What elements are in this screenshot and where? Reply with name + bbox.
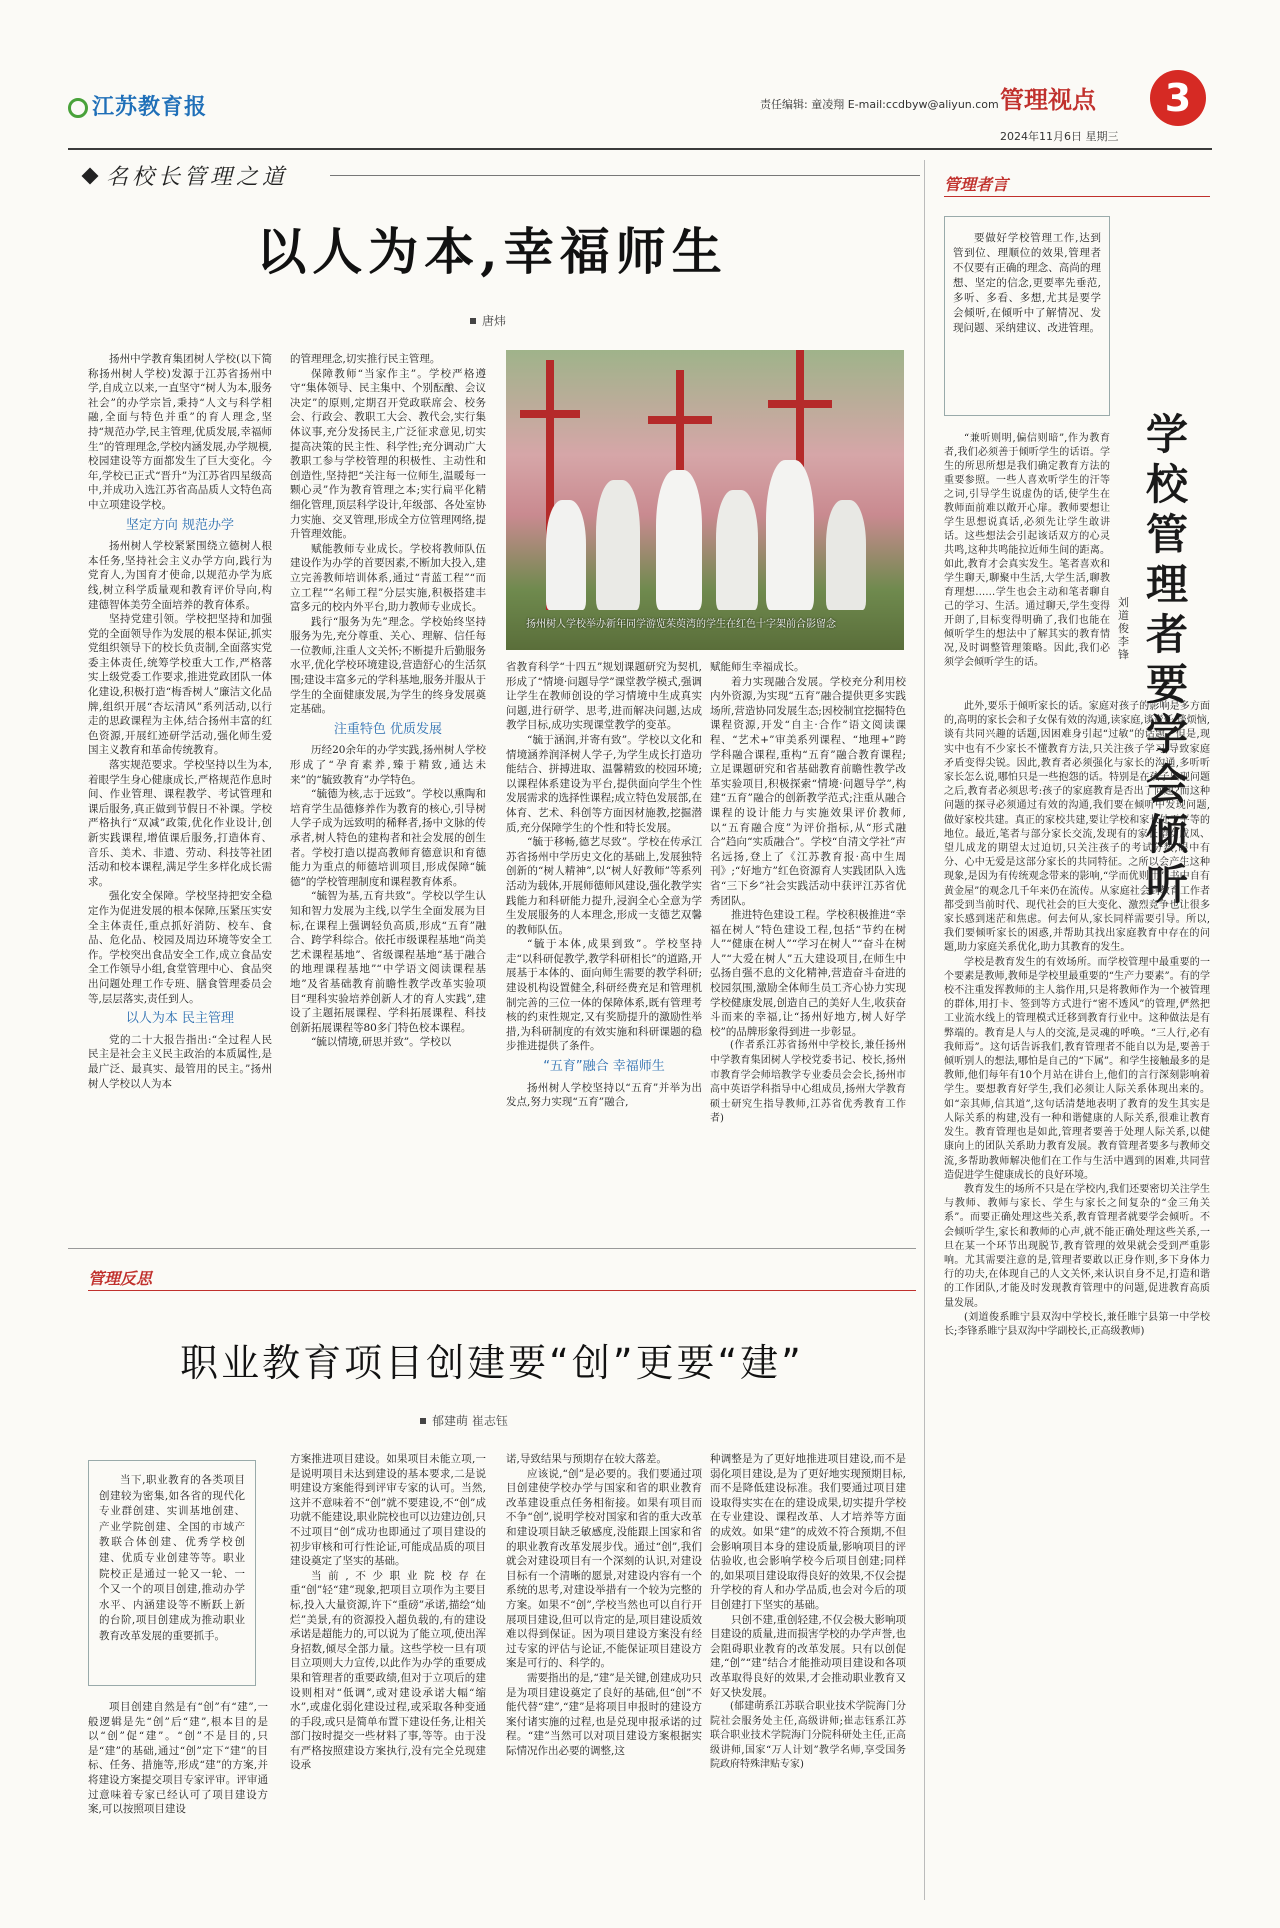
- column-label-rule: [330, 175, 920, 176]
- paragraph: 学校是教育发生的有效场所。而学校管理中最重要的一个要素是教师,教师是学校里最重要的“生产力要素”。有的学校不注重发挥教师的主人翁作用,只是将教师作为一个被管理的群体,用打卡、签到等方式进行“密不透风”的管理,俨然把工业流水线上的管理模式迁移到教育行业中。这种做法是有弊端的。教育是人与人的交流,是灵魂的呼唤。“三人行,必有我师焉”。这句话告诉我们,教育管理者不能自以为是,要善于倾听别人的想法,哪怕是自己的“下属”。和学生接触最多的是教师,他们每年有10个月站在讲台上,他们的言行深刻影响着学生。要想教育好学生,我们必须让人际关系体现出来的。如“亲其师,信其道”,这句话清楚地表明了教育的发生其实是人际关系的构建,没有一种和谐健康的人际关系,很难让教育发生。教育管理也是如此,管理者要善于处理人际关系,以健康向上的团队关系助力教育发展。教育管理者要多与教师交流,多帮助教师解决他们在工作与生活中遇到的困难,共同营造促进学生健康成长的良好环境。: [944, 956, 1210, 1181]
- sidebar-title: 学校管理者要学会倾听: [1146, 410, 1189, 909]
- sidebar-column-top: [944, 432, 1110, 692]
- paragraph: “兼听则明,偏信则暗”,作为教育者,我们必须善于倾听学生的话语。学生的所思所想是我们确定教育方法的重要参照。一些人喜欢听学生的汗等之词,引导学生说虚伪的话,使学生在教师面前难以敞开心扉。教师要想让学生思想说真话,必须先让学生敢讲话。这些想法会引起该话双方的心灵共鸣,这种共鸣能拉近师生间的距离。如此,教育才会真实发生。笔者喜欢和学生聊天,聊聚中生活,大学生活,聊教育理想……学生也会主动和笔者聊自己的学习、生活。通过聊天,学生变得开朗了,目标变得明确了,我们也能在倾听学生的想法中了解其实的教育情况,及时调整管理策略。因此,我们必须学会倾听学生的话。: [944, 433, 1110, 668]
- article1-byline: 唐炜: [470, 312, 506, 329]
- article2-tag: 管理反思: [88, 1269, 153, 1288]
- paragraph: (刘道俊系睢宁县双沟中学校长,兼任睢宁县第一中学校长;李锋系睢宁县双沟中学副校长,正高级教师): [944, 1311, 1210, 1337]
- paragraph: 扬州树人学校坚持以“五育”并举为出发点,努力实现“五育”融合,: [506, 1081, 702, 1109]
- article2-title: 职业教育项目创建要“创”更要“建”: [180, 1341, 804, 1385]
- paragraph: 党的二十大报告指出:“全过程人民民主是社会主义民主政治的本质属性,是最广泛、最真实、最管用的民主。”扬州树人学校以人为本: [88, 1033, 272, 1090]
- paragraph: 当前,不少职业院校存在重“创”轻“建”现象,把项目立项作为主要目标,投入大量资源,许下“重磅”承诺,描绘“灿烂”美景,有的资源投入超负载的,有的建设承诺是超能力的,可以说为了能立项,使出浑身招数,倾尽全部力量。这些学校一旦有项目立项则大力宣传,以此作为办学的重要成果和管理者的重要政绩,但对于立项后的建设则相对“低调”,或对建设承诺大幅“缩水”,或虚化弱化建设过程,或采取各种变通的手段,或只是简单布置下建设任务,让相关部门按时提交一些材料了事,等等。由于没有严格按照建设方案执行,没有完全兑现建设承: [290, 1569, 486, 1772]
- article2-column-4: [710, 1452, 906, 1900]
- sidebar-byline: 刘道俊 李锋: [1118, 596, 1129, 661]
- paragraph: 践行“服务为先”理念。学校始终坚持服务为先,充分尊重、关心、理解、信任每一位教师,注重人文关怀;不断提升后勤服务水平,优化学校环境建设,营造舒心的生活氛围;建设丰富多元的学科基地,服务并服从于学生的全面健康发展,为学生的终身发展奠定基础。: [290, 615, 486, 716]
- subheading: “五育”融合 幸福师生: [543, 1059, 665, 1075]
- article2-quote: 当下,职业教育的各类项目创建较为密集,如各省的现代化专业群创建、实训基地创建、产业学院创建、全国的市域产教联合体创建、优秀学校创建、优质专业创建等等。职业院校正是通过一轮又一轮、一个又一个的项目创建,推动办学水平、内涵建设等不断跃上新的台阶,项目创建成为推动职业教育改革发展的重要抓手。: [88, 1460, 256, 1686]
- paragraph: (作者系江苏省扬州中学校长,兼任扬州中学教育集团树人学校党委书记、校长,扬州市教育学会师培教学专业委员会会长,扬州市高中英语学科指导中心组成员,扬州大学教育硕士研究生指导教师,江苏省优秀教育工作者): [710, 1040, 906, 1125]
- paragraph: 此外,要乐于倾听家长的话。家庭对孩子的影响是多方面的,高明的家长会和子女保有效的沟通,读家庭,谈责任,谈烦恼,谈有共同兴趣的话题,因困难身引起“过敏”的话题。但是,现实中也有不少家长不懂教育方法,只关注孩子学习,导致家庭矛盾变得尖锐。因此,教育者必须强化与家长的沟通,多听听家长怎么说,哪怕只是一些抱怨的话。特别是在孩子出现问题之后,教育者必须思考:孩子的家庭教育是否出了问题?而这种问题的探寻必须通过有效的沟通,我们要在倾听中发现问题,做好家校共建。真正的家校共建,要让学校和家长处于平等的地位。最近,笔者与部分家长交流,发现有的家长望女成凤、望儿成龙的期望太过迫切,只关注孩子的考试分数,眼中有分、心中无爱是这部分家长的共同特征。之所以会产生这种现象,是因为有传统观念带来的影响,“学而优则仕”“书中自有黄金屋”的观念几千年来仍在流传。从家庭社会到教育工作者都受到当前时代、现代社会的巨大变化、激烈竞争也让很多家长感到迷茫和焦虑。何去何从,家长同样需要引导。所以,我们要倾听家长的困惑,并帮助其找出家庭教育中存在的问题,助力家庭关系优化,助力其教育的发生。: [944, 701, 1210, 954]
- page-number: 3: [1150, 70, 1206, 126]
- article2-column-1: [88, 1700, 268, 1900]
- article1-column-4: [710, 660, 906, 1230]
- paragraph: 应该说,“创”是必要的。我们要通过项目创建使学校办学与国家和省的职业教育改革建设重点任务相衔接。如果有项目而不争“创”,说明学校对国家和省的重大改革和建设项目缺乏敏感度,没能跟上国家和省的职业教育改革发展步伐。通过“创”,我们就会对建设项目有一个深刻的认识,对建设目标有一个清晰的愿景,对建设内容有一个系统的思考,对建设举措有一个较为完整的方案。如果不“创”,学校当然也可以自行开展项目建设,但可以肯定的是,项目建设质效难以得到保证。因为项目建设方案没有经过专家的评估与论证,不能保证项目建设方案是可行的、科学的。: [506, 1467, 702, 1670]
- paragraph: 扬州中学教育集团树人学校(以下简称扬州树人学校)发源于江苏省扬州中学,自成立以来,一直坚守“树人为本,服务社会”的办学宗旨,秉持“人文与科学相融,全面与特色并重”的育人理念,坚持“规范办学,民主管理,优质发展,幸福师生”的管理理念,学校内涵发展,办学规模,校园建设等方面都发生了巨大变化。今年,学校已正式“晋升”为江苏省四星级高中,并成功入选江苏省高品质人文特色高中立项建设学校。: [88, 353, 272, 511]
- column-label: 名校长管理之道: [84, 160, 288, 191]
- paragraph: 着力实现融合发展。学校充分利用校内外资源,为实现“五育”融合提供更多实践场所,营造协同发展生态;因校制宜挖掘特色课程资源,开发“自主·合作”语文阅读课程、“艺术+”审美系列课程、“地理+”跨学科融合课程,重构“五育”融合教育课程;立足课题研究和省基础教育前瞻性教学改革实验项目,积极探索“情境·问题导学”,构建“五育”融合的创新教学范式;注重从融合课程的设计能力与实施效果评价教师,以“五育融合度”为评价指标,从“形式融合”趋向“实质融合”。学校“自清文学社”声名远扬,登上了《江苏教育报·高中生周刊》;“好地方”红色资源育人实践团队入选省“三下乡”社会实践活动中获评江苏省优秀团队。: [710, 675, 906, 907]
- paragraph: 赋能师生幸福成长。: [710, 661, 805, 673]
- article1-column-1: [88, 352, 272, 1312]
- paragraph: 项目创建自然是有“创”有“建”,一般逻辑是先“创”后“建”,根本目的是以“创”促“建”。“创”不是目的,只是“建”的基础,通过“创”定下“建”的目标、任务、措施等,形成“建”的方案,并将建设方案提交项目专家评审。评审通过意味着专家已经认可了项目建设方案,可以按照项目建设: [88, 1701, 268, 1816]
- paragraph: “毓智为基,五育共致”。学校以学生认知和智力发展为主线,以学生全面发展为目标,在课程上强调轻负高质,形成“五育”融合、跨学科综合。依托市级课程基地“尚美艺术课程基地”、省级课程基地“基于融合的地理课程基地”“中学语文阅读课程基地”及省基础教育前瞻性教学改革实验项目“理科实验培养创新人才的育人实践”,建设了主题拓展课程、学科拓展课程、科技创新拓展课程等80多门特色校本课程。: [290, 890, 486, 1034]
- top-rule: [68, 148, 1212, 150]
- paragraph: 赋能教师专业成长。学校将教师队伍建设作为办学的首要因素,不断加大投入,建立完善教师培训体系,通过“青蓝工程”“而立工程”“名师工程”分层实施,积极搭建丰富多元的校内外平台,助力教师专业成长。: [290, 542, 486, 614]
- paragraph: 需要指出的是,“建”是关键,创建成功只是为项目建设奠定了良好的基础,但“创”不能代替“建”,“建”是将项目申报时的建设方案付诸实施的过程,也是兑现申报承诺的过程。“建”当然可以对项目建设方案根据实际情况作出必要的调整,这: [506, 1671, 702, 1757]
- paragraph: “毓于涵润,并寄有致”。学校以文化和情境涵养润泽树人学子,为学生成长打造功能结合、拼搏进取、温馨精致的校园环境;以课程体系建设为平台,提供面向学生个性发展需求的选择性课程;成立特色发展部,在体育、艺术、科创等方面因材施教,挖掘潜质,充分保障学生的个性和特长发展。: [506, 733, 702, 834]
- sidebar-tag: 管理者言: [944, 175, 1009, 194]
- paragraph: 保障教师“当家作主”。学校严格遵守“集体领导、民主集中、个别酝酿、会议决定”的原则,定期召开党政联席会、校务会、行政会、教职工大会、教代会,实行集体议事,充分发扬民主,广泛征求意见,切实提高决策的民主性、科学性;充分调动广大教职工参与学校管理的积极性、主动性和创造性,坚持把“关注每一位师生,温暖每一颗心灵”作为教育管理之本;实行扁平化精细化管理,顶层科学设计,年级部、各处室协力实施、交叉管理,形成全方位管理网络,提升管理效能。: [290, 367, 486, 541]
- paragraph: 强化安全保障。学校坚持把安全稳定作为促进发展的根本保障,压紧压实安全主体责任,重点抓好消防、校车、食品、危化品、校园及周边环境等安全工作。学校突出食品安全工作,成立食品安全工作领导小组,食堂管理中心、食品突出问题处理工作专班、膳食管理委员会等,层层落实,责任到人。: [88, 890, 272, 1005]
- section-name: 管理视点: [1000, 86, 1096, 114]
- paragraph: 诺,导致结果与预期存在较大落差。: [506, 1453, 667, 1465]
- article1-photo: [506, 350, 904, 650]
- paragraph: (郁建萌系江苏联合职业技术学院海门分院社会服务处主任,高级讲师;崔志钰系江苏联合职业技术学院海门分院科研处主任,正高级讲师,国家“万人计划”教学名师,享受国务院政府特殊津贴专家): [710, 1701, 906, 1771]
- article1-column-2: [290, 352, 486, 1232]
- sidebar-tag-rule: [944, 196, 1210, 197]
- paragraph: 省教育科学“十四五”规划课题研究为契机,形成了“情境·问题导学”课堂教学模式,强调让学生在教师创设的学习情境中生成真实问题,进行研学、思考,进而解决问题,达成教学目标,成功实现课堂教学的变革。: [506, 661, 702, 732]
- article2-column-2: [290, 1452, 486, 1900]
- subheading: 坚定方向 规范办学: [125, 517, 235, 533]
- article1-title: 以人为本,幸福师生: [256, 222, 728, 281]
- sidebar-quote: 要做好学校管理工作,达到管到位、理顺位的效果,管理者不仅要有正确的理念、高尚的理想、坚定的信念,更要率先垂范,多听、多看、多想,尤其是要学会倾听,在倾听中了解情况、发现问题、采纳建议、改进管理。: [944, 216, 1110, 416]
- article1-column-3: [506, 660, 702, 1220]
- paragraph: 历经20余年的办学实践,扬州树人学校形成了“孕育素养,臻于精致,通达未来”的“毓致教育”办学特色。: [290, 744, 486, 786]
- sidebar-column-main: [944, 700, 1210, 1896]
- paragraph: “毓以情境,研思并致”。学校以: [311, 1036, 452, 1049]
- paragraph: 坚持党建引领。学校把坚持和加强党的全面领导作为发展的根本保证,抓实党组织领导下的校长负责制,全面落实党委主体责任,统筹学校重大工作,严格落实上级党委工作要求,推进党政团队一体化建设,积极打造“梅香树人”廉洁文化品牌,组织开展“杏坛清风”系列活动,以行走的思政课程为主体,结合扬州丰富的红色资源,开展红迹研学活动,强化师生爱国主义教育和革命传统教育。: [88, 613, 272, 757]
- paragraph: “毓德为核,志于远致”。学校以熏陶和培育学生品德修养作为教育的核心,引导树人学子成为远致明的稀释者,扬中文脉的传承者,树人特色的建构者和社会发展的创生者。学校打造以提高教师育德意识和育德能力为重点的师德培训项目,形成保障“毓德”的学校管理制度和课程教育体系。: [290, 788, 486, 888]
- masthead-logo: 江苏教育报: [68, 90, 207, 121]
- column-divider: [924, 160, 925, 1900]
- section-divider: [68, 1248, 916, 1249]
- paragraph: “毓于移畅,德艺尽致”。学校在传承江苏省扬州中学历史文化的基础上,发展独特创新的“树人精神”,以“树人好教师”等系列活动为载体,开展师德师风建设,强化教学实践能力和科研能力提升,浸润全心全意为学生发展服务的人本理念,形成一支德艺双馨的教师队伍。: [506, 836, 702, 936]
- article2-column-3: [506, 1452, 702, 1900]
- paragraph: 落实规范要求。学校坚持以生为本,着眼学生身心健康成长,严格规范作息时间、作业管理、课程教学、考试管理和课后服务,真正做到节假日不补课。学校严格执行“双减”政策,优化作业设计,创新实践课程,增值课后服务,打造体育、音乐、美术、非遗、劳动、科技等社团活动和校本课程,满足学生多样化成长需求。: [88, 759, 272, 888]
- editor-line: 责任编辑: 童凌翔 E-mail:ccdbyw@aliyun.com: [760, 98, 999, 111]
- paragraph: 推进特色建设工程。学校积极推进“幸福在树人”特色建设工程,包括“节约在树人”“健康在树人”“学习在树人”“奋斗在树人”“大爱在树人”五大建设项目,在师生中弘扬自强不息的文化精神,营造奋斗奋进的校园氛围,激励全体师生员工齐心协力实现学校健康发展,创造自己的美好人生,收获奋斗而来的幸福,让“扬州好地方,树人好学校”的品牌形象得到进一步彰显。: [710, 909, 906, 1038]
- subheading: 注重特色 优质发展: [333, 721, 443, 737]
- article2-tag-rule: [88, 1290, 916, 1291]
- date-line: 2024年11月6日 星期三: [1000, 130, 1119, 143]
- photo-caption: 扬州树人学校举办新年同学游览茱萸湾的学生在红色十字架前合影留念: [526, 619, 836, 630]
- paragraph: 方案推进项目建设。如果项目未能立项,一是说明项目未达到建设的基本要求,二是说明建设方案能得到评审专家的认可。当然,这并不意味着不“创”就不要建设,不“创”成功就不能建设,职业院校也可以边建边创,只不过项目“创”成功也即通过了项目建设的初步审核和可行性论证,可能成品质的项目建设奠定了坚实的基础。: [290, 1453, 486, 1568]
- subheading: 以人为本 民主管理: [125, 1011, 235, 1027]
- article2-byline: 郁建萌 崔志钰: [420, 1412, 508, 1429]
- paragraph: 扬州树人学校紧紧围绕立德树人根本任务,坚持社会主义办学方向,践行为党育人,为国育才使命,以规范办学为底线,树立科学质量观和教育评价导向,构建德智体美劳全面培养的教育体系。: [88, 540, 272, 611]
- paragraph: 种调整是为了更好地推进项目建设,而不是弱化项目建设,是为了更好地实现预期目标,而不是降低建设标准。我们要通过项目建设取得实实在在的建设成果,切实提升学校在专业建设、课程改革、人才培养等方面的成效。如果“建”的成效不符合预期,不但会影响项目本身的建设质量,影响项目的评估验收,也会影响学校今后项目创建;同样的,如果项目建设取得良好的效果,不仅会提升学校的育人和办学品质,也会对今后的项目创建打下坚实的基础。: [710, 1453, 906, 1611]
- diamond-icon: [82, 168, 99, 185]
- logo-icon: [68, 98, 88, 118]
- paragraph: “毓于本体,成果到致”。学校坚持走“以科研促教学,教学科研相长”的道路,开展基于本体的、面向师生需要的教学科研;建设机构设置健全,科研经费充足和管理机制完善的三位一体的保障体系,既有管理考核的约束性规定,又有奖励提升的激励性举措,为科研制度的有效实施和科研课题的稳步推进提供了条件。: [506, 938, 702, 1053]
- paragraph: 教育发生的场所不只是在学校内,我们还要密切关注学生与教师、教师与家长、学生与家长之间复杂的“金三角关系”。而要正确处理这些关系,教育管理者就要学会倾听。不会倾听学生,家长和教师的心声,就不能正确处理这些关系,一旦在某一个环节出现脱节,教育管理的效果就会受到严重影响。尤其需要注意的是,管理者要敢以正身作则,多下身体力行的功夫,在体现自己的人文关怀,来认识自身不足,打造和谐的工作团队,才能及时发现教育管理中的问题,促进教育高质量发展。: [944, 1183, 1210, 1309]
- paragraph: 只创不建,重创轻建,不仅会极大影响项目建设的质量,进而损害学校的办学声誉,也会阻碍职业教育的改革发展。只有以创促建,“创”“建”结合才能推动项目建设和各项改革取得良好的效果,才会推动职业教育又好又快发展。: [710, 1613, 906, 1699]
- paragraph: 的管理理念,切实推行民主管理。: [290, 353, 441, 365]
